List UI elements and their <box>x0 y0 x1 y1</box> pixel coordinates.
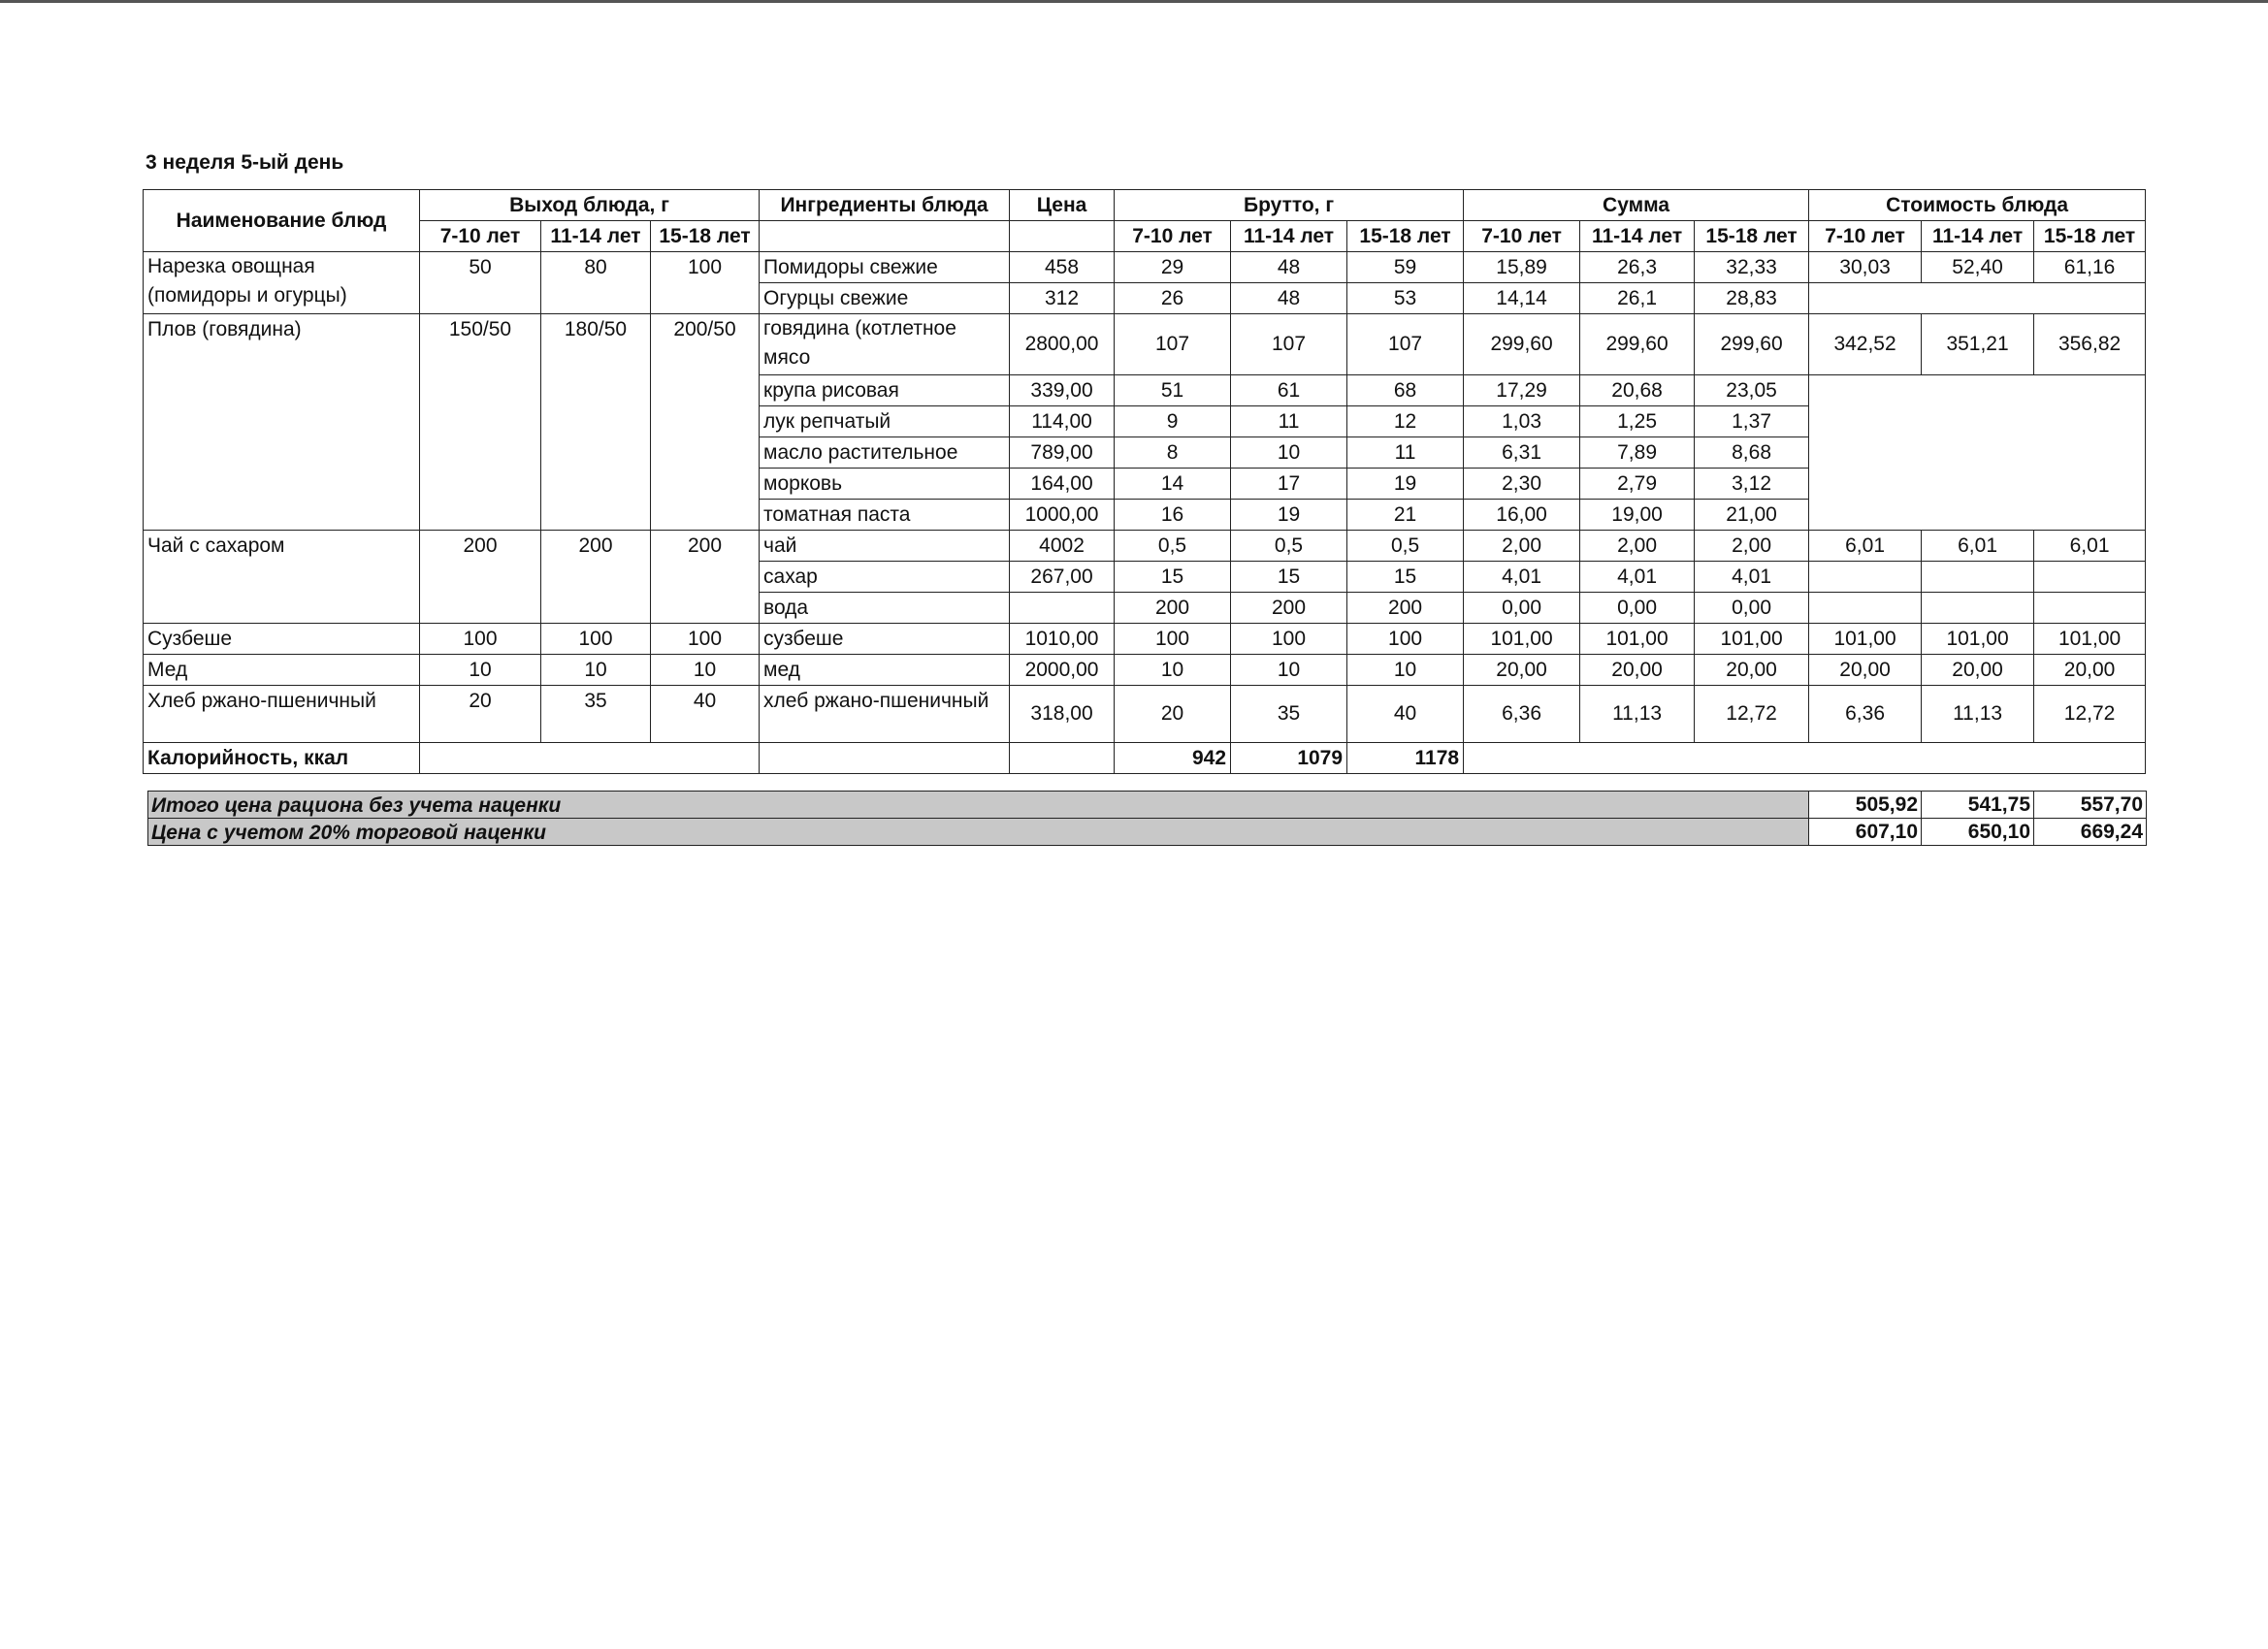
sum-value: 1,25 <box>1580 406 1695 437</box>
brutto-value: 10 <box>1347 655 1464 686</box>
dish-name: Чай с сахаром <box>144 531 420 624</box>
cost-value: 6,01 <box>2034 531 2146 562</box>
brutto-value: 107 <box>1231 314 1347 375</box>
dish-name: Плов (говядина) <box>144 314 420 531</box>
ingredient-name: чай <box>760 531 1010 562</box>
cost-value: 6,36 <box>1809 686 1922 743</box>
sum-value: 0,00 <box>1580 593 1695 624</box>
sum-value: 299,60 <box>1464 314 1580 375</box>
ingredients-header: Ингредиенты блюда <box>760 190 1010 221</box>
cost-value: 356,82 <box>2034 314 2146 375</box>
cost-value: 101,00 <box>2034 624 2146 655</box>
empty-cell <box>1464 743 2146 774</box>
output-age-11-14: 11-14 лет <box>541 221 651 252</box>
brutto-value: 51 <box>1115 375 1231 406</box>
cost-age-7-10: 7-10 лет <box>1809 221 1922 252</box>
cost-value: 20,00 <box>1922 655 2034 686</box>
brutto-value: 10 <box>1115 655 1231 686</box>
output-value: 100 <box>420 624 541 655</box>
sum-value: 17,29 <box>1464 375 1580 406</box>
header-row-1 <box>144 190 2146 221</box>
ingredient-name: Помидоры свежие <box>760 252 1010 283</box>
brutto-value: 12 <box>1347 406 1464 437</box>
table-row <box>144 531 2146 562</box>
sum-age-11-14: 11-14 лет <box>1580 221 1695 252</box>
total-value: 557,70 <box>2034 792 2147 819</box>
cost-value: 61,16 <box>2034 252 2146 283</box>
sum-value: 299,60 <box>1695 314 1809 375</box>
empty-cell <box>1922 593 2034 624</box>
output-value: 100 <box>541 624 651 655</box>
brutto-value: 200 <box>1231 593 1347 624</box>
empty-cell <box>1809 283 2146 314</box>
sum-value: 2,79 <box>1580 469 1695 500</box>
empty-cell <box>420 743 760 774</box>
empty-cell <box>2034 593 2146 624</box>
price-header: Цена <box>1010 190 1115 221</box>
brutto-value: 200 <box>1347 593 1464 624</box>
empty-cell <box>1922 562 2034 593</box>
ingredient-price: 114,00 <box>1010 406 1115 437</box>
brutto-value: 11 <box>1347 437 1464 469</box>
ingredient-price: 789,00 <box>1010 437 1115 469</box>
output-value: 200 <box>651 531 760 624</box>
ingredient-name: хлеб ржано-пшеничный <box>760 686 1010 743</box>
sum-value: 4,01 <box>1695 562 1809 593</box>
empty-cell <box>2034 562 2146 593</box>
brutto-value: 48 <box>1231 252 1347 283</box>
output-value: 10 <box>651 655 760 686</box>
ingredient-price: 1000,00 <box>1010 500 1115 531</box>
ingredient-name: масло растительное <box>760 437 1010 469</box>
empty-cell <box>1809 562 1922 593</box>
brutto-value: 14 <box>1115 469 1231 500</box>
total-value: 650,10 <box>1922 819 2034 846</box>
sum-value: 8,68 <box>1695 437 1809 469</box>
sum-value: 2,00 <box>1580 531 1695 562</box>
empty-cell <box>1010 743 1115 774</box>
top-border-line <box>0 0 2268 3</box>
sum-value: 20,00 <box>1580 655 1695 686</box>
ingredient-price: 4002 <box>1010 531 1115 562</box>
total-value: 505,92 <box>1809 792 1922 819</box>
ingredient-name: сузбеше <box>760 624 1010 655</box>
output-value: 40 <box>651 686 760 743</box>
ingredient-name: вода <box>760 593 1010 624</box>
header-row-2 <box>144 221 2146 252</box>
sum-value: 28,83 <box>1695 283 1809 314</box>
sum-value: 14,14 <box>1464 283 1580 314</box>
sum-value: 20,68 <box>1580 375 1695 406</box>
ingredient-name: Огурцы свежие <box>760 283 1010 314</box>
cost-value: 20,00 <box>1809 655 1922 686</box>
sum-value: 1,37 <box>1695 406 1809 437</box>
sum-value: 21,00 <box>1695 500 1809 531</box>
page-heading: 3 неделя 5-ый день <box>146 151 344 174</box>
table-row <box>144 252 2146 283</box>
dish-name: Хлеб ржано-пшеничный <box>144 686 420 743</box>
empty-cell <box>1010 221 1115 252</box>
output-header: Выход блюда, г <box>420 190 760 221</box>
ingredient-name: томатная паста <box>760 500 1010 531</box>
total-value: 541,75 <box>1922 792 2034 819</box>
cost-value: 101,00 <box>1809 624 1922 655</box>
brutto-age-11-14: 11-14 лет <box>1231 221 1347 252</box>
brutto-value: 107 <box>1115 314 1231 375</box>
brutto-value: 0,5 <box>1347 531 1464 562</box>
sum-value: 0,00 <box>1464 593 1580 624</box>
brutto-value: 19 <box>1231 500 1347 531</box>
cost-age-11-14: 11-14 лет <box>1922 221 2034 252</box>
sum-value: 0,00 <box>1695 593 1809 624</box>
output-age-7-10: 7-10 лет <box>420 221 541 252</box>
output-value: 50 <box>420 252 541 314</box>
brutto-value: 100 <box>1115 624 1231 655</box>
calories-value: 942 <box>1115 743 1231 774</box>
brutto-value: 11 <box>1231 406 1347 437</box>
brutto-age-15-18: 15-18 лет <box>1347 221 1464 252</box>
brutto-value: 15 <box>1231 562 1347 593</box>
ingredient-price: 339,00 <box>1010 375 1115 406</box>
sum-value: 12,72 <box>1695 686 1809 743</box>
sum-age-15-18: 15-18 лет <box>1695 221 1809 252</box>
cost-value: 101,00 <box>1922 624 2034 655</box>
total-without-markup-label: Итого цена рациона без учета наценки <box>148 792 1809 819</box>
calories-value: 1079 <box>1231 743 1347 774</box>
cost-age-15-18: 15-18 лет <box>2034 221 2146 252</box>
sum-value: 32,33 <box>1695 252 1809 283</box>
empty-cell <box>1809 593 1922 624</box>
brutto-value: 15 <box>1347 562 1464 593</box>
empty-cell <box>760 221 1010 252</box>
cost-value: 351,21 <box>1922 314 2034 375</box>
brutto-value: 68 <box>1347 375 1464 406</box>
output-value: 100 <box>651 624 760 655</box>
menu-table <box>143 189 2146 774</box>
ingredient-price: 312 <box>1010 283 1115 314</box>
cost-header: Стоимость блюда <box>1809 190 2146 221</box>
brutto-value: 48 <box>1231 283 1347 314</box>
brutto-value: 107 <box>1347 314 1464 375</box>
sum-value: 11,13 <box>1580 686 1695 743</box>
empty-cell <box>1809 375 2146 531</box>
cost-value: 11,13 <box>1922 686 2034 743</box>
sum-value: 20,00 <box>1464 655 1580 686</box>
sum-value: 2,30 <box>1464 469 1580 500</box>
sum-value: 6,31 <box>1464 437 1580 469</box>
sum-value: 4,01 <box>1464 562 1580 593</box>
output-value: 200 <box>541 531 651 624</box>
sum-value: 101,00 <box>1695 624 1809 655</box>
output-value: 80 <box>541 252 651 314</box>
totals-table <box>147 791 2147 846</box>
ingredient-name: морковь <box>760 469 1010 500</box>
output-value: 10 <box>420 655 541 686</box>
table-row <box>144 655 2146 686</box>
brutto-value: 59 <box>1347 252 1464 283</box>
sum-value: 26,1 <box>1580 283 1695 314</box>
sum-value: 101,00 <box>1580 624 1695 655</box>
sum-header: Сумма <box>1464 190 1809 221</box>
cost-value: 20,00 <box>2034 655 2146 686</box>
sum-value: 20,00 <box>1695 655 1809 686</box>
calories-row <box>144 743 2146 774</box>
brutto-value: 0,5 <box>1231 531 1347 562</box>
table-row <box>144 624 2146 655</box>
brutto-value: 17 <box>1231 469 1347 500</box>
dish-name-header: Наименование блюд <box>144 190 420 252</box>
sum-value: 6,36 <box>1464 686 1580 743</box>
dish-name: Мед <box>144 655 420 686</box>
output-value: 10 <box>541 655 651 686</box>
sum-value: 23,05 <box>1695 375 1809 406</box>
output-value: 100 <box>651 252 760 314</box>
brutto-value: 35 <box>1231 686 1347 743</box>
sum-value: 26,3 <box>1580 252 1695 283</box>
dish-name: Нарезка овощная (помидоры и огурцы) <box>144 252 420 314</box>
ingredient-name: крупа рисовая <box>760 375 1010 406</box>
sum-value: 15,89 <box>1464 252 1580 283</box>
brutto-header: Брутто, г <box>1115 190 1464 221</box>
calories-label: Калорийность, ккал <box>144 743 420 774</box>
brutto-value: 100 <box>1231 624 1347 655</box>
ingredient-price: 164,00 <box>1010 469 1115 500</box>
ingredient-price: 267,00 <box>1010 562 1115 593</box>
brutto-value: 9 <box>1115 406 1231 437</box>
total-value: 669,24 <box>2034 819 2147 846</box>
sum-value: 2,00 <box>1464 531 1580 562</box>
totals-row <box>148 819 2147 846</box>
output-value: 200/50 <box>651 314 760 531</box>
sum-value: 299,60 <box>1580 314 1695 375</box>
output-value: 180/50 <box>541 314 651 531</box>
brutto-value: 61 <box>1231 375 1347 406</box>
brutto-value: 15 <box>1115 562 1231 593</box>
brutto-value: 10 <box>1231 437 1347 469</box>
brutto-value: 100 <box>1347 624 1464 655</box>
sum-value: 1,03 <box>1464 406 1580 437</box>
output-value: 20 <box>420 686 541 743</box>
ingredient-price: 1010,00 <box>1010 624 1115 655</box>
ingredient-name: сахар <box>760 562 1010 593</box>
ingredient-price <box>1010 593 1115 624</box>
empty-cell <box>760 743 1010 774</box>
output-value: 35 <box>541 686 651 743</box>
total-value: 607,10 <box>1809 819 1922 846</box>
sum-value: 2,00 <box>1695 531 1809 562</box>
ingredient-name: говядина (котлетное мясо <box>760 314 1010 375</box>
cost-value: 30,03 <box>1809 252 1922 283</box>
brutto-value: 40 <box>1347 686 1464 743</box>
ingredient-price: 458 <box>1010 252 1115 283</box>
cost-value: 6,01 <box>1922 531 2034 562</box>
sum-value: 19,00 <box>1580 500 1695 531</box>
brutto-value: 20 <box>1115 686 1231 743</box>
sum-value: 101,00 <box>1464 624 1580 655</box>
brutto-value: 10 <box>1231 655 1347 686</box>
cost-value: 6,01 <box>1809 531 1922 562</box>
sum-value: 4,01 <box>1580 562 1695 593</box>
brutto-value: 29 <box>1115 252 1231 283</box>
table-row <box>144 686 2146 743</box>
sum-value: 3,12 <box>1695 469 1809 500</box>
ingredient-price: 2000,00 <box>1010 655 1115 686</box>
brutto-value: 26 <box>1115 283 1231 314</box>
brutto-value: 8 <box>1115 437 1231 469</box>
table-row <box>144 314 2146 375</box>
dish-name: Сузбеше <box>144 624 420 655</box>
brutto-value: 21 <box>1347 500 1464 531</box>
calories-value: 1178 <box>1347 743 1464 774</box>
brutto-value: 0,5 <box>1115 531 1231 562</box>
cost-value: 52,40 <box>1922 252 2034 283</box>
brutto-value: 16 <box>1115 500 1231 531</box>
ingredient-price: 2800,00 <box>1010 314 1115 375</box>
sum-value: 7,89 <box>1580 437 1695 469</box>
brutto-value: 19 <box>1347 469 1464 500</box>
cost-value: 342,52 <box>1809 314 1922 375</box>
brutto-age-7-10: 7-10 лет <box>1115 221 1231 252</box>
sum-value: 16,00 <box>1464 500 1580 531</box>
brutto-value: 53 <box>1347 283 1464 314</box>
output-value: 150/50 <box>420 314 541 531</box>
cost-value: 12,72 <box>2034 686 2146 743</box>
output-age-15-18: 15-18 лет <box>651 221 760 252</box>
ingredient-price: 318,00 <box>1010 686 1115 743</box>
totals-row <box>148 792 2147 819</box>
ingredient-name: лук репчатый <box>760 406 1010 437</box>
total-with-markup-label: Цена с учетом 20% торговой наценки <box>148 819 1809 846</box>
sum-age-7-10: 7-10 лет <box>1464 221 1580 252</box>
output-value: 200 <box>420 531 541 624</box>
brutto-value: 200 <box>1115 593 1231 624</box>
ingredient-name: мед <box>760 655 1010 686</box>
